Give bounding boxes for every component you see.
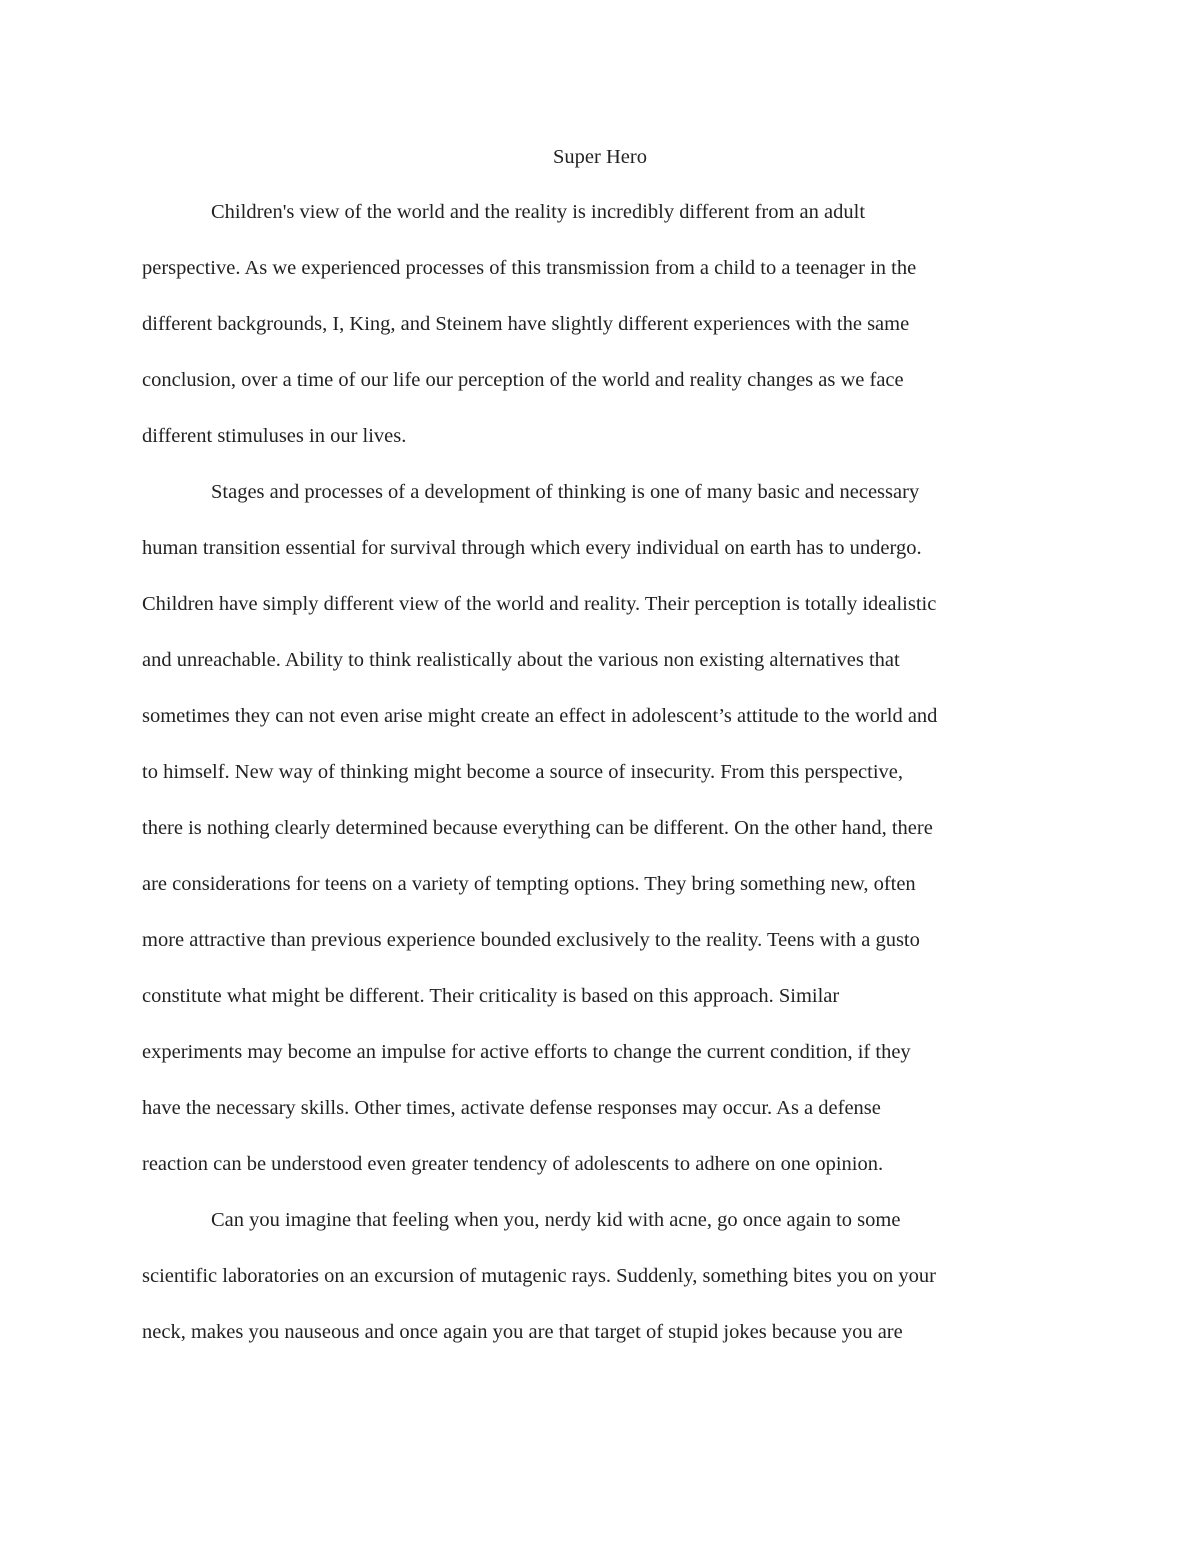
document-title: Super Hero [553, 146, 647, 168]
paragraph-1-line-1: Children's view of the world and the reality is incredibly different from an adult [211, 201, 866, 223]
paragraph-2-line-10: constitute what might be different. Their criticality is based on this approach. Similar [142, 985, 840, 1007]
paragraph-2-line-3: Children have simply different view of the world and reality. Their perception is totally idealistic [142, 593, 937, 615]
paragraph-2-line-4: and unreachable. Ability to think realistically about the various non existing alternatives that [142, 649, 900, 671]
paragraph-2-line-12: have the necessary skills. Other times, activate defense responses may occur. As a defense [142, 1097, 881, 1119]
paragraph-3-line-1: Can you imagine that feeling when you, nerdy kid with acne, go once again to some [211, 1209, 901, 1231]
paragraph-2-line-9: more attractive than previous experience bounded exclusively to the reality. Teens with a gusto [142, 929, 920, 951]
paragraph-1-line-3: different backgrounds, I, King, and Steinem have slightly different experiences with the same [142, 313, 910, 335]
paragraph-2-line-7: there is nothing clearly determined because everything can be different. On the other hand, there [142, 817, 933, 839]
paragraph-2-line-5: sometimes they can not even arise might create an effect in adolescent’s attitude to the world and [142, 705, 938, 727]
paragraph-1-line-5: different stimuluses in our lives. [142, 425, 407, 447]
paragraph-2-line-1: Stages and processes of a development of thinking is one of many basic and necessary [211, 481, 920, 503]
paragraph-2-line-6: to himself. New way of thinking might become a source of insecurity. From this perspective, [142, 761, 903, 783]
paragraph-2-line-8: are considerations for teens on a variety of tempting options. They bring something new, often [142, 873, 916, 895]
paragraph-1-line-4: conclusion, over a time of our life our perception of the world and reality changes as we face [142, 369, 904, 391]
paragraph-3-line-2: scientific laboratories on an excursion of mutagenic rays. Suddenly, something bites you on your [142, 1265, 937, 1287]
paragraph-2-line-2: human transition essential for survival through which every individual on earth has to undergo. [142, 537, 922, 559]
paragraph-1-line-2: perspective. As we experienced processes of this transmission from a child to a teenager in the [142, 257, 917, 279]
paragraph-2-line-13: reaction can be understood even greater tendency of adolescents to adhere on one opinion. [142, 1153, 884, 1175]
paragraph-3-line-3: neck, makes you nauseous and once again you are that target of stupid jokes because you are [142, 1321, 903, 1343]
paragraph-2-line-11: experiments may become an impulse for active efforts to change the current condition, if they [142, 1041, 911, 1063]
